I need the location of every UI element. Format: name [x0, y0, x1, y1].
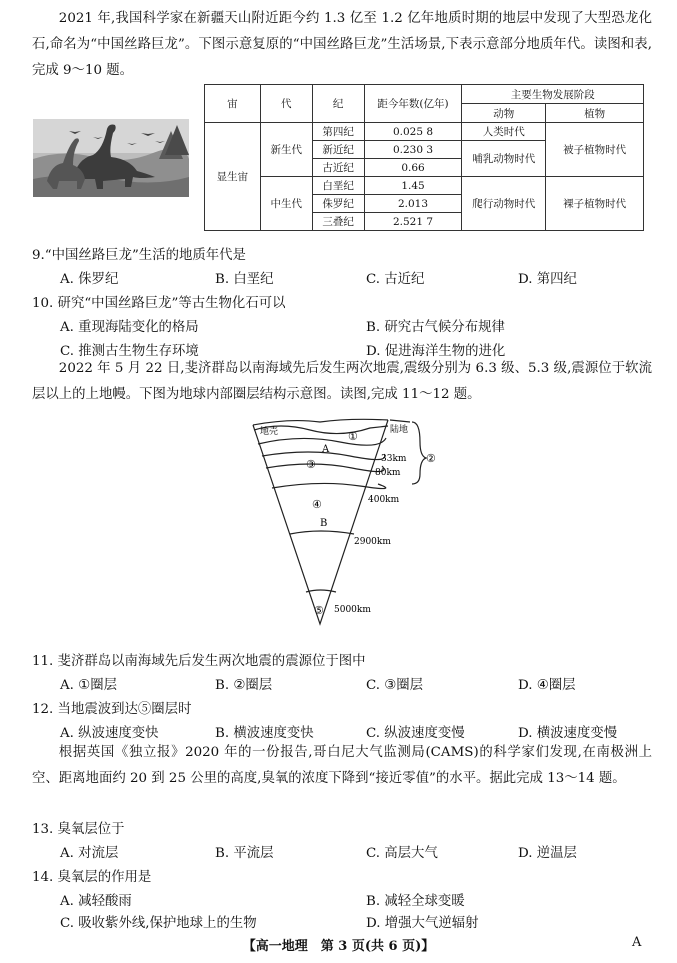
header-animals: 动物	[462, 104, 546, 123]
label-b: B	[320, 518, 328, 529]
animal-cell: 人类时代	[462, 123, 546, 141]
age-cell: 2.521 7	[364, 213, 462, 231]
label-5000km: 5000km	[334, 605, 371, 615]
page-footer: 【高一地理 第 3 页(共 6 页)】	[242, 939, 435, 954]
q12-option-b: B. 横波速度变快	[215, 726, 314, 741]
q13-option-d: D. 逆温层	[518, 846, 577, 861]
age-cell: 2.013	[364, 195, 462, 213]
question-12: 12. 当地震波到达⑤圈层时	[32, 702, 192, 717]
paper-version-mark: A	[632, 935, 642, 950]
q14-option-c: C. 吸收紫外线,保护地球上的生物	[60, 916, 257, 931]
label-layer-4: ④	[312, 498, 322, 511]
header-age: 距今年数(亿年)	[364, 85, 462, 123]
intro-paragraph-1: 2021 年,我国科学家在新疆天山附近距今约 1.3 亿至 1.2 亿年地质时期的地层中发现了大型恐龙化石,命名为“中国丝路巨龙”。下图示意复原的“中国丝路巨龙”生活场景,下表示意部分地质年代。读图和表,完成 9～10 题。	[32, 11, 652, 78]
label-layer-3: ③	[306, 458, 316, 471]
question-9: 9.“中国丝路巨龙”生活的地质年代是	[32, 248, 246, 263]
header-plants: 植物	[546, 104, 644, 123]
question-14: 14. 臭氧层的作用是	[32, 870, 152, 885]
eon-cell: 显生宙	[205, 123, 261, 231]
q9-option-b: B. 白垩纪	[215, 272, 274, 287]
label-33km: 33km	[381, 454, 407, 464]
period-cell: 侏罗纪	[312, 195, 364, 213]
q11-option-b: B. ②圈层	[215, 678, 273, 693]
question-11: 11. 斐济群岛以南海域先后发生两次地震的震源位于图中	[32, 654, 366, 669]
q12-option-a: A. 纵波速度变快	[60, 726, 159, 741]
era-cell: 中生代	[260, 177, 312, 231]
period-cell: 三叠纪	[312, 213, 364, 231]
q11-option-c: C. ③圈层	[366, 678, 424, 693]
label-80km: 80km	[375, 468, 401, 478]
q9-option-a: A. 侏罗纪	[60, 272, 119, 287]
q9-option-c: C. 古近纪	[366, 272, 425, 287]
age-cell: 1.45	[364, 177, 462, 195]
age-cell: 0.66	[364, 159, 462, 177]
q10-option-a: A. 重现海陆变化的格局	[60, 320, 199, 335]
plant-cell: 裸子植物时代	[546, 177, 644, 231]
q14-option-d: D. 增强大气逆辐射	[366, 916, 479, 931]
q13-option-c: C. 高层大气	[366, 846, 438, 861]
q12-option-d: D. 横波速度变慢	[518, 726, 618, 741]
label-a: A	[322, 444, 330, 455]
period-cell: 古近纪	[312, 159, 364, 177]
q14-option-b: B. 减轻全球变暖	[366, 894, 465, 909]
dinosaur-illustration	[33, 119, 189, 197]
age-cell: 0.025 8	[364, 123, 462, 141]
animal-cell: 哺乳动物时代	[462, 141, 546, 177]
q12-option-c: C. 纵波速度变慢	[366, 726, 465, 741]
label-400km: 400km	[368, 495, 400, 505]
earth-interior-diagram	[240, 412, 450, 626]
period-cell: 新近纪	[312, 141, 364, 159]
plant-cell: 被子植物时代	[546, 123, 644, 177]
question-10: 10. 研究“中国丝路巨龙”等古生物化石可以	[32, 296, 286, 311]
intro-paragraph-3: 根据英国《独立报》2020 年的一份报告,哥白尼大气监测局(CAMS)的科学家们发现,在南极洲上空、距离地面约 20 到 25 公里的高度,臭氧的浓度下降到“接近零值”的水平。据此完成 13～14 题。	[32, 745, 652, 786]
q13-option-a: A. 对流层	[60, 846, 119, 861]
label-layer-2: ②	[426, 452, 436, 465]
label-layer-5: ⑤	[314, 604, 324, 617]
label-layer-1: ①	[348, 430, 358, 443]
intro-paragraph-2: 2022 年 5 月 22 日,斐济群岛以南海域先后发生两次地震,震级分别为 6.3 级、5.3 级,震源位于软流层以上的上地幔。下图为地球内部圈层结构示意图。读图,完成 11～12 题。	[32, 361, 652, 402]
label-crust: 地壳	[260, 427, 279, 437]
header-eon: 宙	[205, 85, 261, 123]
q10-option-c: C. 推测古生物生存环境	[60, 344, 199, 359]
header-era: 代	[260, 85, 312, 123]
age-cell: 0.230 3	[364, 141, 462, 159]
q14-option-a: A. 减轻酸雨	[60, 894, 132, 909]
q11-option-d: D. ④圈层	[518, 678, 576, 693]
label-2900km: 2900km	[354, 537, 391, 547]
q9-option-d: D. 第四纪	[518, 272, 577, 287]
q13-option-b: B. 平流层	[215, 846, 274, 861]
q11-option-a: A. ①圈层	[60, 678, 117, 693]
geologic-time-table	[204, 84, 644, 231]
question-13: 13. 臭氧层位于	[32, 822, 125, 837]
header-period: 纪	[312, 85, 364, 123]
period-cell: 白垩纪	[312, 177, 364, 195]
label-land: 陆地	[390, 425, 409, 435]
era-cell: 新生代	[260, 123, 312, 177]
period-cell: 第四纪	[312, 123, 364, 141]
q10-option-d: D. 促进海洋生物的进化	[366, 344, 506, 359]
q10-option-b: B. 研究古气候分布规律	[366, 320, 505, 335]
header-stage: 主要生物发展阶段	[462, 85, 644, 104]
animal-cell: 爬行动物时代	[462, 177, 546, 231]
